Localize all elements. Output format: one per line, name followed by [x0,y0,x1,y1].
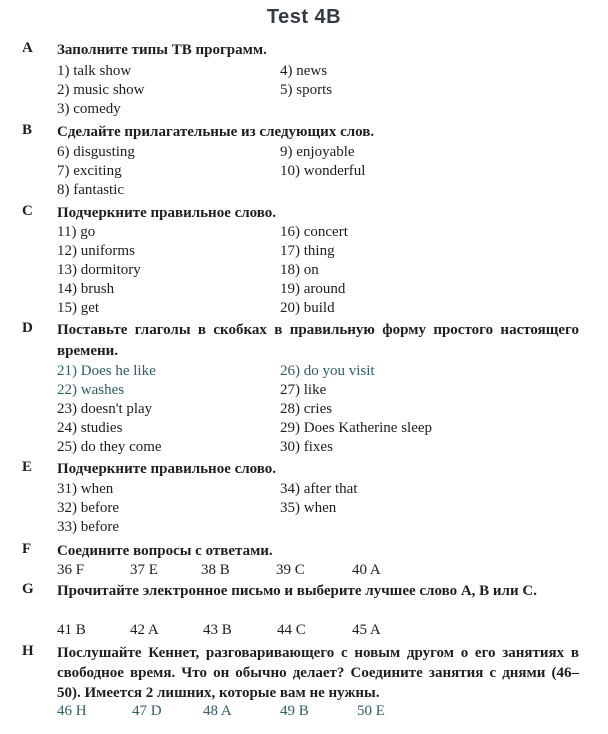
answer-item: 10) wonderful [280,163,366,179]
answer-item: 2) music show [57,82,145,98]
answer-item: 23) doesn't play [57,401,153,417]
section-instruction: Соедините вопросы с ответами. [57,543,273,559]
answer-item: 42 A [130,622,159,638]
answer-item: 41 B [57,622,86,638]
answer-item: 4) news [280,63,328,79]
answer-item: 21) Does he like [57,363,156,379]
answer-item: 50 E [357,703,385,719]
answer-item: 44 C [277,622,306,638]
answer-item: 22) washes [57,382,125,398]
answer-item: 49 B [280,703,309,719]
answer-item: 14) brush [57,281,115,297]
answer-item: 16) concert [280,224,348,240]
answer-item: 36 F [57,562,85,578]
section-letter: D [22,320,33,336]
answer-item: 17) thing [280,243,335,259]
answer-item: 31) when [57,481,114,497]
answer-row [57,622,381,639]
answer-item: 26) do you visit [280,363,375,379]
section-letter: A [22,40,33,56]
section-letter: G [22,581,34,597]
answer-row [57,562,381,579]
section-letter: E [22,459,33,475]
answer-item: 39 C [276,562,305,578]
section-letter: C [22,203,33,219]
answer-item: 46 H [57,703,87,719]
answer-item: 24) studies [57,420,123,436]
answer-item: 11) go [57,224,96,240]
answer-item: 8) fantastic [57,182,125,198]
answer-item: 45 A [352,622,381,638]
answer-item: 34) after that [280,481,358,497]
answer-item: 33) before [57,519,120,535]
answer-item: 3) comedy [57,101,121,117]
section-instruction: Подчеркните правильное слово. [57,205,277,221]
section-instruction: Заполните типы ТВ программ. [57,42,267,58]
answer-item: 32) before [57,500,120,516]
answer-item: 30) fixes [280,439,333,455]
answer-item: 35) when [280,500,337,516]
section-letter: H [22,643,34,659]
answer-item: 18) on [280,262,319,278]
answer-item: 28) cries [280,401,333,417]
answer-item: 27) like [280,382,327,398]
answer-item: 19) around [280,281,346,297]
answer-item: 9) enjoyable [280,144,355,160]
answer-item: 29) Does Katherine sleep [280,420,433,436]
answer-row [57,703,385,720]
section-letter: B [22,122,33,138]
answer-item: 47 D [132,703,162,719]
section-letter: F [22,541,32,557]
answer-item: 25) do they come [57,439,162,455]
answer-item: 1) talk show [57,63,132,79]
test-title: Test 4B [266,6,342,28]
answer-item: 7) exciting [57,163,122,179]
answer-item: 37 E [130,562,158,578]
section-instruction: Поставьте глаголы в скобках в правильную форму простого настоящего времени. [57,322,579,359]
section-instruction: Прочитайте электронное письмо и выберите лучшее слово A, B или C. [57,583,537,599]
answer-item: 48 A [203,703,232,719]
answer-item: 20) build [280,300,335,316]
answer-item: 38 B [201,562,230,578]
answer-item: 6) disgusting [57,144,135,160]
answer-item: 13) dormitory [57,262,141,278]
answer-item: 5) sports [280,82,333,98]
answer-item: 15) get [57,300,100,316]
section-instruction: Сделайте прилагательные из следующих слов. [57,124,375,140]
answer-item: 12) uniforms [57,243,135,259]
answer-item: 43 B [203,622,232,638]
section-instruction: Послушайте Кеннет, разговаривающего с новым другом о его занятиях в свободное время. Что он обычно делает? Соедините занятия с днями (46–50). Имеется 2 лишних, которые вам не нужны. [57,645,579,701]
answer-item: 40 A [352,562,381,578]
section-instruction: Подчеркните правильное слово. [57,461,277,477]
